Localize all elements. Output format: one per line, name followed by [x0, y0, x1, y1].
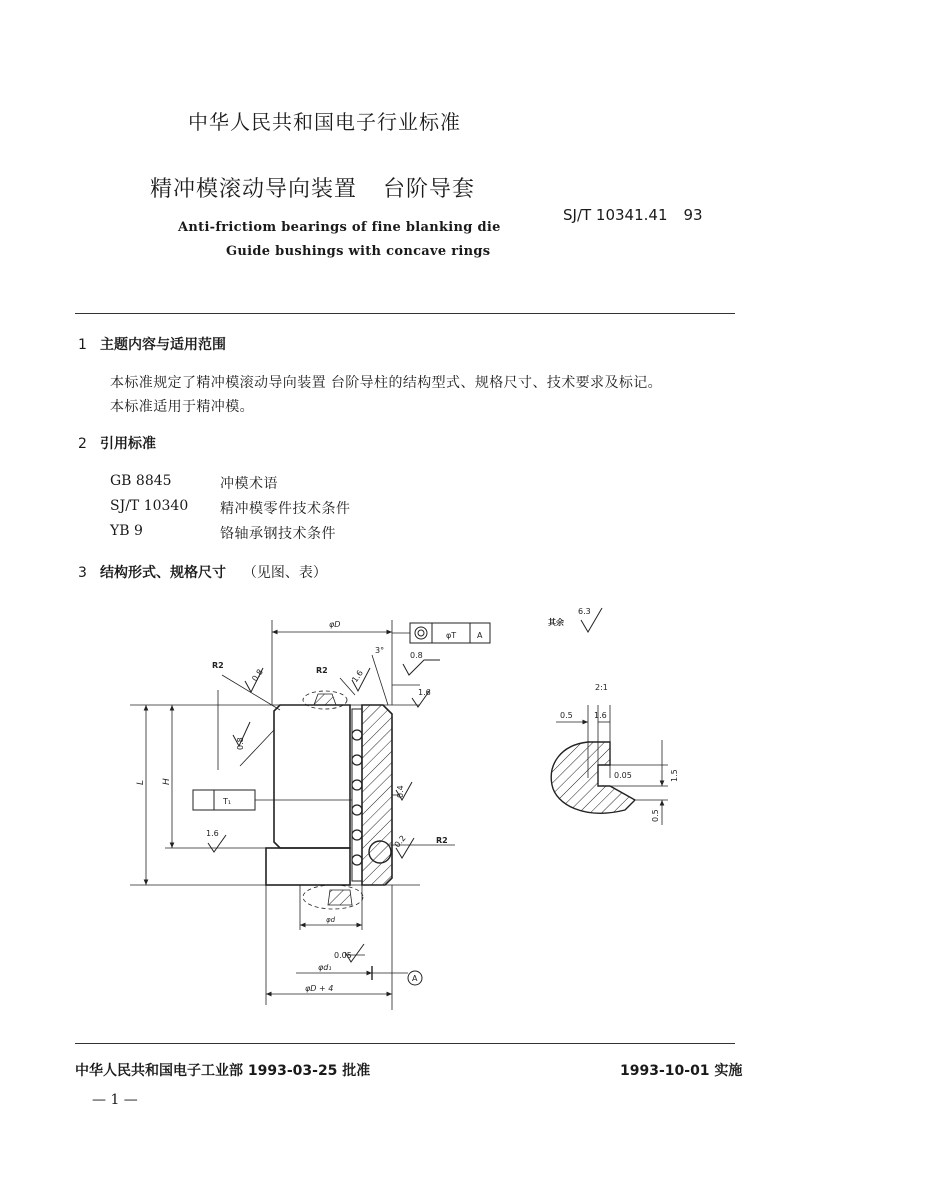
dim-L: L	[136, 779, 146, 785]
implementation-date: 1993-10-01 实施	[620, 1063, 743, 1079]
title-cn-part2: 台阶导套	[383, 177, 476, 202]
standard-code-year: 93	[683, 206, 703, 224]
dim-phiD4: φD + 4	[305, 984, 334, 993]
rough-16-a: 1.6	[350, 668, 365, 685]
rough-16-c: 1.6	[206, 829, 219, 838]
other-roughness-label: 其余	[548, 618, 564, 627]
other-roughness-value: 6.3	[578, 607, 591, 616]
page-number: — 1 —	[92, 1092, 138, 1108]
detail-scale: 2:1	[595, 683, 608, 692]
radius-r2-right: R2	[436, 836, 448, 845]
radius-r2-mid: R2	[316, 666, 328, 675]
rough-02: 0.2	[392, 833, 408, 850]
angle-3deg: 3°	[375, 646, 385, 655]
rough-16-b: 1.6	[418, 688, 431, 697]
tol-datum: A	[477, 631, 483, 640]
detail-dim-005: 0.05	[614, 771, 632, 780]
footer-divider	[75, 1043, 735, 1044]
datum-A: A	[412, 974, 418, 983]
title-cn-part1: 精冲模滚动导向装置	[150, 177, 358, 202]
section-2-number: 2	[78, 436, 87, 452]
detail-view	[551, 705, 668, 825]
detail-dim-05-side: 0.5	[651, 809, 660, 822]
dim-H: H	[162, 778, 172, 785]
section-3-title: 结构形式、规格尺寸	[100, 565, 226, 581]
detail-dim-16: 1.6	[594, 711, 607, 720]
document-title-en-line1: Anti-frictiom bearings of fine blanking die	[178, 220, 501, 235]
dim-phiD: φD	[329, 620, 341, 629]
document-title-en-line2: Guide bushings with concave rings	[226, 244, 491, 259]
dim-phid: φd	[326, 916, 336, 924]
section-1-number: 1	[78, 337, 87, 353]
section-1-para-2: 本标准适用于精冲模。	[110, 399, 254, 415]
section-1-para-1: 本标准规定了精冲模滚动导向装置 台阶导柱的结构型式、规格尺寸、技术要求及标记。	[110, 375, 663, 391]
section-2-title: 引用标准	[100, 436, 156, 452]
section-3-number: 3	[78, 565, 87, 581]
main-view	[130, 608, 602, 1010]
radius-r2-left: R2	[212, 661, 224, 670]
ref-name: 冲模术语	[220, 476, 278, 492]
section-3-note: （见图、表）	[242, 565, 327, 581]
tol-T1: T₁	[223, 797, 232, 806]
ref-code: GB 8845	[110, 473, 172, 489]
section-1-title: 主题内容与适用范围	[100, 337, 226, 353]
standard-code-number: SJ/T 10341.41	[563, 206, 668, 224]
rough-08-left: 0.8	[250, 667, 265, 684]
approval-info: 中华人民共和国电子工业部 1993-03-25 批准	[75, 1063, 371, 1079]
tol-phiT: φT	[446, 631, 457, 640]
rough-08-inner: 0.8	[236, 737, 245, 750]
tol-005: 0.05	[334, 951, 352, 960]
ref-code: YB 9	[110, 523, 143, 539]
detail-dim-15: 1.5	[670, 769, 679, 782]
ref-name: 铬轴承钢技术条件	[220, 526, 336, 542]
ministry-standard-title: 中华人民共和国电子行业标准	[188, 110, 461, 134]
ref-code: SJ/T 10340	[110, 498, 189, 514]
detail-dim-05-top: 0.5	[560, 711, 573, 720]
rough-08-top: 0.8	[410, 651, 423, 660]
dim-phid1: φd₁	[318, 963, 332, 972]
rough-04: 0.4	[396, 785, 405, 798]
ref-name: 精冲模零件技术条件	[220, 501, 351, 517]
